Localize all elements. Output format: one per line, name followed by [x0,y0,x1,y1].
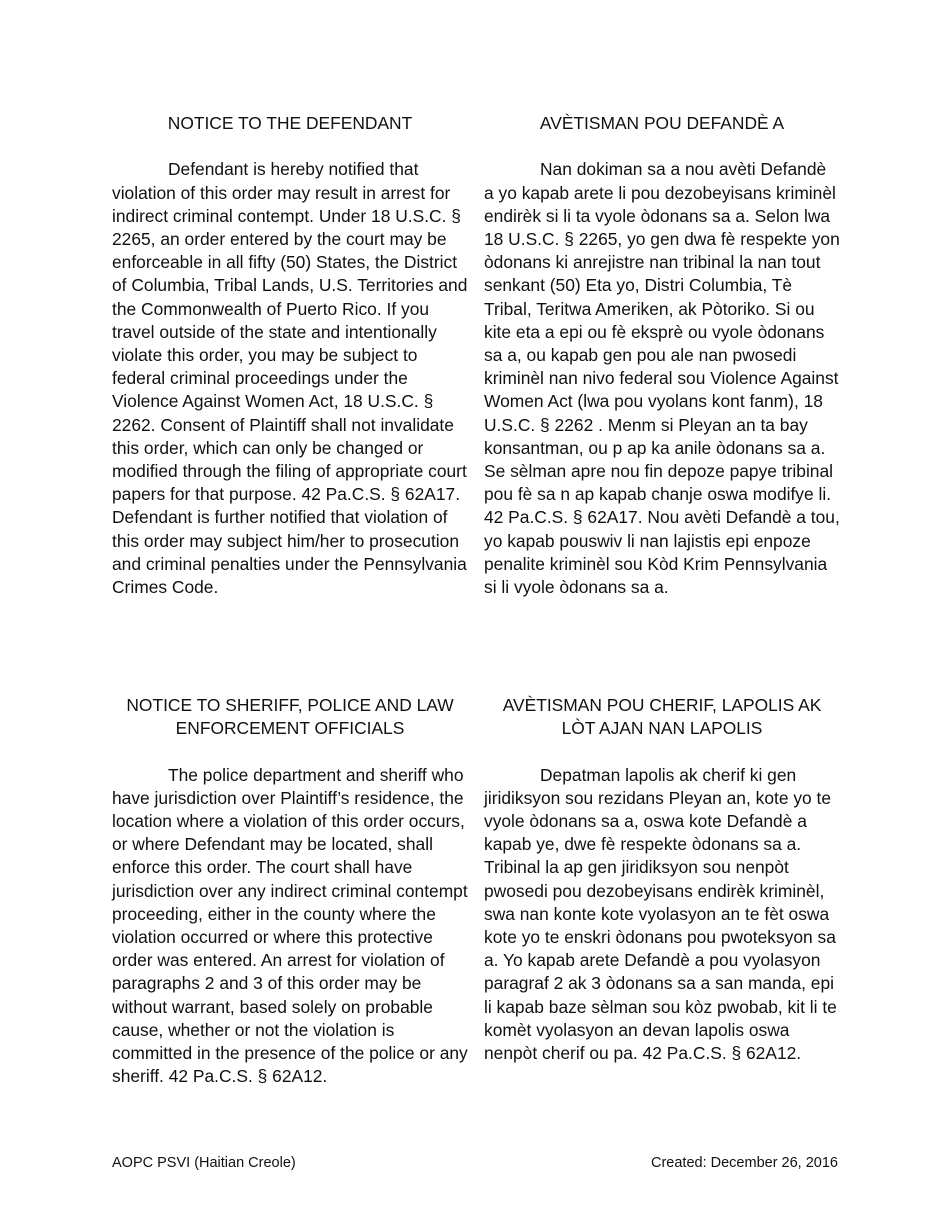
creole-defendant-heading: AVÈTISMAN POU DEFANDÈ A [539,113,785,133]
english-defendant-notice [112,112,468,599]
creole-sheriff-notice [484,694,840,1065]
english-sheriff-notice [112,694,468,1088]
english-defendant-heading: NOTICE TO THE DEFENDANT [167,113,413,133]
english-defendant-body: Defendant is hereby notified that violation of this order may result in arrest for indirect criminal contempt. Under 18 U.S.C. § 2265, an order entered by the court may be enforceable in all fifty (50) States, the District of Columbia, Tribal Lands, U.S. Territories and the Commonwealth of Puerto Rico. If you travel outside of the state and intentionally violate this order, you may be subject to federal criminal proceedings under the Violence Against Women Act, 18 U.S.C. § 2262. Consent of Plaintiff shall not invalidate this order, which can only be changed or modified through the filing of appropriate court papers for that purpose. 42 Pa.C.S. § 62A17. Defendant is further notified that violation of this order may subject him/her to prosecution and criminal penalties under the Pennsylvania Crimes Code. [112,159,468,598]
creole-defendant-body: Nan dokiman sa a nou avèti Defandè a yo kapab arete li pou dezobeyisans kriminèl endirèk si li ta vyole òdonans sa a. Selon lwa 18 U.S.C. § 2265, yo gen dwa fè respekte yon òdonans ki anrejistre nan tribinal la nan tout senkant (50) Eta yo, Distri Columbia, Tè Tribal, Teritwa Ameriken, ak Pòtoriko. Si ou kite eta a epi ou fè eksprè ou vyole òdonans sa a, ou kapab gen pou ale nan pwosedi kriminèl nan nivo federal sou Violence Against Women Act (lwa pou vyolans kont fanm), 18 U.S.C. § 2262 . Menm si Pleyan an ta bay konsantman, ou p ap ka anile òdonans sa a. Se sèlman apre nou fin depoze papye tribinal pou fè sa n ap kapab chanje oswa modifye li. 42 Pa.C.S. § 62A17. Nou avèti Defandè a tou, yo kapab pouswiv li nan lajistis epi enpoze penalite kriminèl sou Kòd Krim Pennsylvania si li vyole òdonans sa a. [484,159,840,598]
footer-form-id: AOPC PSVI (Haitian Creole) [112,1155,296,1171]
english-sheriff-heading: NOTICE TO SHERIFF, POLICE AND LAW ENFORCEMENT OFFICIALS [126,695,454,739]
creole-defendant-notice [484,112,840,599]
footer-created-date: Created: December 26, 2016 [651,1155,838,1171]
english-sheriff-body: The police department and sheriff who have jurisdiction over Plaintiff’s residence, the location where a violation of this order occurs, or where Defendant may be located, shall enforce this order. The court shall have jurisdiction over any indirect criminal contempt proceeding, either in the county where the violation occurred or where this protective order was entered. An arrest for violation of paragraphs 2 and 3 of this order may be without warrant, based solely on probable cause, whether or not the violation is committed in the presence of the police or any sheriff. 42 Pa.C.S. § 62A12. [112,764,468,1087]
creole-sheriff-heading: AVÈTISMAN POU CHERIF, LAPOLIS AK LÒT AJAN NAN LAPOLIS [502,695,822,739]
creole-sheriff-body: Depatman lapolis ak cherif ki gen jiridiksyon sou rezidans Pleyan an, kote yo te vyole òdonans sa a, oswa kote Defandè a kapab ye, dwe fè respekte òdonans sa a. Tribinal la ap gen jiridiksyon sou nenpòt pwosedi pou dezobeyisans endirèk kriminèl, swa nan konte kote vyolasyon an te fèt oswa kote yo te enskri òdonans pou pwoteksyon sa a. Yo kapab arete Defandè a pou vyolasyon paragraf 2 ak 3 òdonans sa a san manda, epi li kapab baze sèlman sou kòz pwobab, kit li te komèt vyolasyon an devan lapolis oswa nenpòt cherif ou pa. 42 Pa.C.S. § 62A12. [484,764,837,1064]
